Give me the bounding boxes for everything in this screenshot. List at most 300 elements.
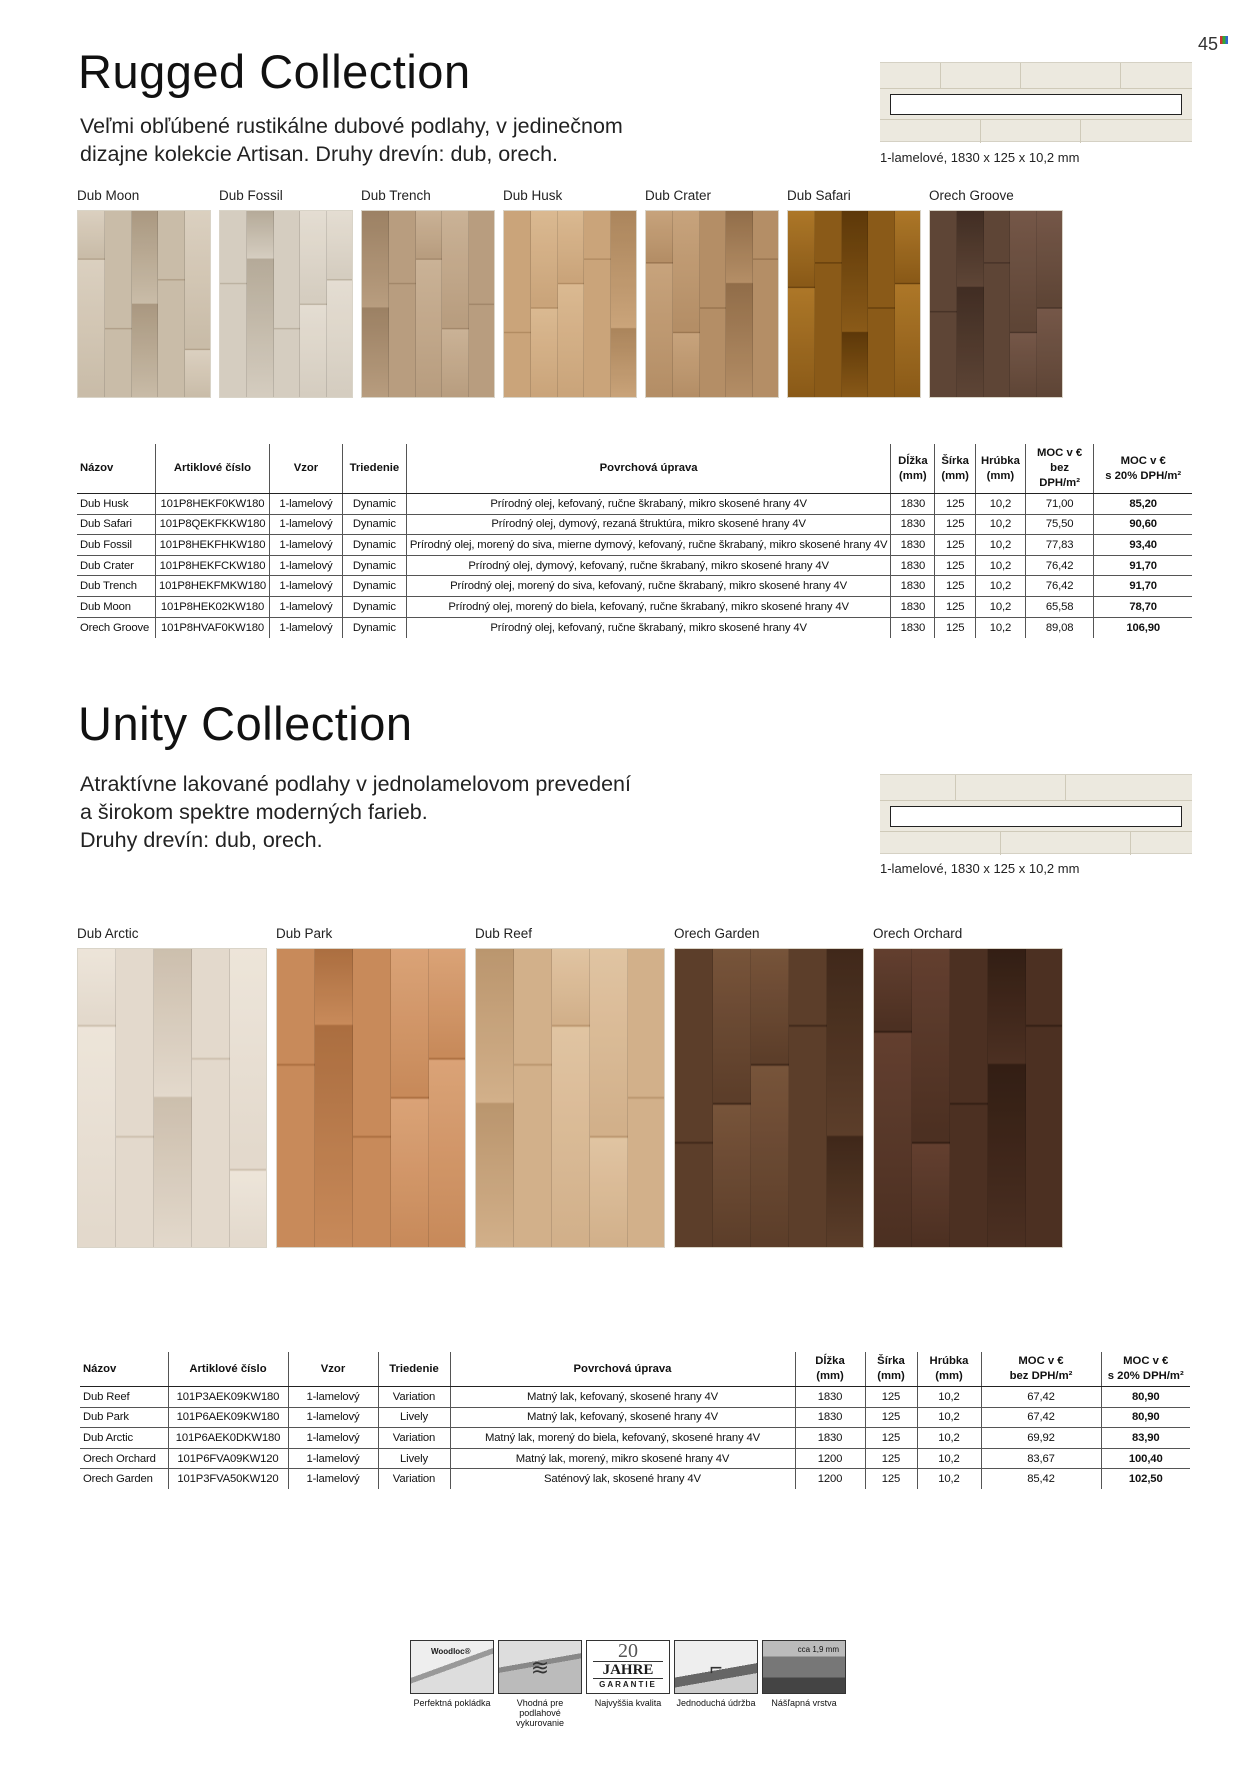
- column-header: [155, 444, 269, 494]
- table-cell: 1830: [891, 596, 935, 617]
- table-cell: 1-lamelový: [288, 1448, 378, 1469]
- swatch: [276, 926, 466, 1248]
- column-header: [1094, 444, 1192, 494]
- table-cell: 10,2: [917, 1428, 981, 1449]
- table-cell: 1-lamelový: [269, 494, 342, 515]
- plank-board: [700, 211, 727, 398]
- table-cell: 85,20: [1094, 494, 1192, 515]
- table-cell: Matný lak, kefovaný, skosené hrany 4V: [450, 1387, 795, 1408]
- table-cell: Lively: [378, 1407, 450, 1428]
- table-cell: 125: [865, 1387, 917, 1408]
- table-cell: 1-lamelový: [269, 555, 342, 576]
- column-header-text: Artiklové číslo: [173, 462, 252, 474]
- wood-sample-image: [787, 210, 921, 398]
- table-cell: 125: [935, 555, 976, 576]
- table-cell: Prírodný olej, dymový, rezaná štruktúra, mikro skosené hrany 4V: [406, 514, 891, 535]
- table-row: [77, 535, 1192, 556]
- plank-board: [192, 949, 230, 1248]
- column-header-unit: (mm): [941, 469, 969, 482]
- plank-board: [230, 949, 267, 1248]
- plank-board: [827, 949, 864, 1248]
- plank-board: [429, 949, 466, 1248]
- table-cell: 80,90: [1101, 1407, 1190, 1428]
- plank-board: [675, 949, 713, 1248]
- woodloc-icon: [410, 1640, 494, 1694]
- column-header-unit: s 20% DPH/m²: [1105, 469, 1182, 482]
- table-cell: Dub Crater: [77, 555, 155, 576]
- plank-board: [552, 949, 590, 1248]
- wood-sample-image: [873, 948, 1063, 1248]
- table-cell: 101P6AEK09KW180: [168, 1407, 288, 1428]
- plank-board: [713, 949, 751, 1248]
- table-row: [80, 1407, 1190, 1428]
- table-cell: 67,42: [981, 1387, 1101, 1408]
- feature-badge: [674, 1640, 758, 1708]
- column-header-text: MOC v €: [1036, 447, 1083, 459]
- table-cell: 1830: [891, 535, 935, 556]
- plank-board: [504, 211, 531, 398]
- table-cell: 10,2: [975, 596, 1025, 617]
- plank-board: [362, 211, 389, 398]
- table-row: [77, 555, 1192, 576]
- swatch: [503, 188, 637, 398]
- column-header-text: Povrchová úprava: [573, 1362, 672, 1375]
- badge-text: cca 1,9 mm: [797, 1645, 839, 1654]
- swatch: [219, 188, 353, 398]
- plank-board: [389, 211, 416, 398]
- swatch: [77, 188, 211, 398]
- table-cell: 101P3FVA50KW120: [168, 1469, 288, 1490]
- feature-badge-label: Perfektná pokládka: [413, 1698, 491, 1708]
- column-header: [917, 1352, 981, 1387]
- plank-board: [1037, 211, 1063, 398]
- column-header: [1025, 444, 1094, 494]
- table-cell: 1-lamelový: [269, 576, 342, 597]
- table-cell: 125: [935, 535, 976, 556]
- unity-spec-table: [80, 1352, 1190, 1489]
- plank-board: [842, 211, 869, 398]
- table-row: [80, 1448, 1190, 1469]
- plank-board: [105, 211, 132, 398]
- table-cell: Dub Safari: [77, 514, 155, 535]
- plank-board: [815, 211, 842, 398]
- plank-board: [315, 949, 353, 1248]
- plank-board: [78, 949, 116, 1248]
- column-header-text: Dĺžka: [815, 1355, 845, 1367]
- feature-badge-label: Jednoduchá údržba: [676, 1698, 756, 1708]
- table-cell: 125: [865, 1469, 917, 1490]
- table-cell: Dynamic: [342, 535, 406, 556]
- table-cell: Dub Arctic: [80, 1428, 168, 1449]
- plank-board: [116, 949, 154, 1248]
- badge-text: Woodloc®: [431, 1647, 471, 1656]
- table-cell: Lively: [378, 1448, 450, 1469]
- column-header-text: Šírka: [877, 1355, 905, 1367]
- table-cell: Prírodný olej, morený do siva, kefovaný, ručne škrabaný, mikro skosené hrany 4V: [406, 576, 891, 597]
- column-header-text: Názov: [80, 462, 114, 474]
- table-cell: 101P8QEKFKKW180: [155, 514, 269, 535]
- table-cell: 77,83: [1025, 535, 1094, 556]
- table-cell: 125: [935, 596, 976, 617]
- column-header-text: Vzor: [293, 462, 319, 474]
- table-cell: 65,58: [1025, 596, 1094, 617]
- plank-board: [1010, 211, 1037, 398]
- rugged-swatch-row: [77, 188, 1192, 423]
- table-cell: Dub Husk: [77, 494, 155, 515]
- plank-board: [874, 949, 912, 1248]
- table-cell: 101P8HEKFHKW180: [155, 535, 269, 556]
- unity-desc-line: Druhy drevín: dub, orech.: [80, 828, 323, 852]
- wood-sample-image: [674, 948, 864, 1248]
- plank-board: [789, 949, 827, 1248]
- column-header-unit: (mm): [899, 469, 927, 482]
- table-cell: 125: [935, 514, 976, 535]
- table-cell: 1-lamelový: [288, 1428, 378, 1449]
- table-cell: Dynamic: [342, 617, 406, 638]
- table-cell: 101P3AEK09KW180: [168, 1387, 288, 1408]
- table-cell: 67,42: [981, 1407, 1101, 1428]
- swatch: [873, 926, 1063, 1248]
- plank-board: [442, 211, 469, 398]
- plank-board: [416, 211, 443, 398]
- table-cell: 1830: [891, 514, 935, 535]
- feature-badges: [410, 1640, 850, 1750]
- unity-plank-diagram: [880, 774, 1192, 854]
- column-header-text: Názov: [83, 1362, 117, 1375]
- table-row: [77, 494, 1192, 515]
- badge-text: GARANTIE: [599, 1680, 657, 1689]
- plank-board: [646, 211, 673, 398]
- badge-text: 20: [618, 1640, 638, 1662]
- swatch-label: Dub Trench: [361, 188, 431, 203]
- unity-swatch-row: [77, 926, 1192, 1281]
- table-cell: Prírodný olej, morený do biela, kefovaný, ručne škrabaný, mikro skosené hrany 4V: [406, 596, 891, 617]
- table-row: [80, 1387, 1190, 1408]
- plank-board: [957, 211, 984, 398]
- plank-board: [930, 211, 957, 398]
- swatch-label: Dub Crater: [645, 188, 712, 203]
- table-cell: 1200: [795, 1469, 865, 1490]
- column-header: [891, 444, 935, 494]
- rugged-title: Rugged Collection: [78, 45, 471, 98]
- unity-description: [80, 770, 631, 854]
- table-cell: 1200: [795, 1448, 865, 1469]
- table-cell: 10,2: [975, 555, 1025, 576]
- table-cell: 83,90: [1101, 1428, 1190, 1449]
- swatch-label: Dub Park: [276, 926, 333, 941]
- plank-board: [1026, 949, 1063, 1248]
- table-cell: Variation: [378, 1387, 450, 1408]
- table-cell: 1830: [795, 1407, 865, 1428]
- plank-board: [590, 949, 628, 1248]
- plank-board: [220, 211, 247, 398]
- column-header-unit: bez DPH/m²: [1009, 1370, 1073, 1382]
- plank-board: [277, 949, 315, 1248]
- table-cell: 1830: [891, 576, 935, 597]
- swatch: [77, 926, 267, 1248]
- rugged-spec-table: [77, 444, 1192, 638]
- page-color-mark: [1220, 36, 1228, 44]
- wood-sample-image: [645, 210, 779, 398]
- table-cell: 1-lamelový: [288, 1407, 378, 1428]
- table-cell: 1830: [891, 494, 935, 515]
- column-header-text: Povrchová úprava: [599, 462, 698, 474]
- swatch-label: Dub Moon: [77, 188, 140, 203]
- wood-sample-image: [276, 948, 466, 1248]
- column-header: [975, 444, 1025, 494]
- table-cell: Dub Fossil: [77, 535, 155, 556]
- column-header: [80, 1352, 168, 1387]
- feature-badge: [498, 1640, 582, 1728]
- column-header-text: Hrúbka: [929, 1355, 969, 1367]
- column-header: [981, 1352, 1101, 1387]
- underfloor-heating-icon: [498, 1640, 582, 1694]
- table-cell: Variation: [378, 1428, 450, 1449]
- table-cell: Variation: [378, 1469, 450, 1490]
- plank-board: [950, 949, 988, 1248]
- table-cell: 1830: [795, 1428, 865, 1449]
- plank-board: [514, 949, 552, 1248]
- wood-sample-image: [77, 948, 267, 1248]
- table-cell: 101P8HEKFMKW180: [155, 576, 269, 597]
- table-cell: Dynamic: [342, 596, 406, 617]
- table-cell: Dynamic: [342, 494, 406, 515]
- table-cell: 90,60: [1094, 514, 1192, 535]
- column-header-text: MOC v €: [1123, 1355, 1169, 1367]
- table-cell: 76,42: [1025, 576, 1094, 597]
- table-cell: Dynamic: [342, 514, 406, 535]
- feature-badge: [762, 1640, 846, 1708]
- badge-text: JAHRE: [593, 1661, 663, 1679]
- table-cell: 106,90: [1094, 617, 1192, 638]
- table-row: [80, 1428, 1190, 1449]
- plank-board: [154, 949, 192, 1248]
- table-cell: Dub Reef: [80, 1387, 168, 1408]
- table-cell: 1-lamelový: [269, 514, 342, 535]
- swatch-label: Dub Reef: [475, 926, 533, 941]
- unity-title: Unity Collection: [78, 697, 413, 750]
- table-cell: 125: [865, 1428, 917, 1449]
- table-row: [80, 1469, 1190, 1490]
- plank-board: [132, 211, 159, 398]
- table-row: [77, 596, 1192, 617]
- feature-badge: [410, 1640, 494, 1708]
- column-header-unit: (mm): [877, 1370, 905, 1382]
- plank-board: [476, 949, 514, 1248]
- feature-badge-label: Nášľapná vrstva: [771, 1698, 837, 1708]
- plank-board: [158, 211, 185, 398]
- table-cell: 80,90: [1101, 1387, 1190, 1408]
- plank-board: [274, 211, 301, 398]
- table-cell: 100,40: [1101, 1448, 1190, 1469]
- table-cell: 125: [935, 617, 976, 638]
- table-cell: Orech Orchard: [80, 1448, 168, 1469]
- swatch-label: Dub Fossil: [219, 188, 283, 203]
- badge-glyph: ⌐: [709, 1655, 723, 1680]
- swatch-label: Dub Arctic: [77, 926, 139, 941]
- swatch: [787, 188, 921, 398]
- table-cell: 1-lamelový: [269, 617, 342, 638]
- wood-sample-image: [929, 210, 1063, 398]
- table-cell: Dynamic: [342, 576, 406, 597]
- plank-board: [391, 949, 429, 1248]
- unity-desc-line: Atraktívne lakované podlahy v jednolamelovom prevedení: [80, 772, 631, 796]
- column-header-unit: bez DPH/m²: [1039, 462, 1080, 489]
- column-header-unit: (mm): [986, 469, 1015, 482]
- column-header-unit: (mm): [935, 1370, 963, 1382]
- wood-sample-image: [77, 210, 211, 398]
- table-cell: Saténový lak, skosené hrany 4V: [450, 1469, 795, 1490]
- table-cell: 1-lamelový: [288, 1387, 378, 1408]
- column-header-unit: s 20% DPH/m²: [1107, 1370, 1184, 1382]
- column-header: [342, 444, 406, 494]
- swatch: [645, 188, 779, 398]
- table-cell: 93,40: [1094, 535, 1192, 556]
- table-cell: Orech Groove: [80, 621, 150, 634]
- plank-board: [751, 949, 789, 1248]
- warranty-icon: [586, 1640, 670, 1694]
- table-cell: 10,2: [917, 1448, 981, 1469]
- column-header: [406, 444, 891, 494]
- feature-badge-label: Najvyššia kvalita: [594, 1698, 662, 1708]
- table-cell: 76,42: [1025, 555, 1094, 576]
- table-cell: 101P8HEKFCKW180: [155, 555, 269, 576]
- table-row: [77, 514, 1192, 535]
- table-cell: 10,2: [975, 494, 1025, 515]
- rugged-description: [80, 112, 623, 168]
- plank-board: [185, 211, 211, 398]
- swatch: [674, 926, 864, 1248]
- table-cell: Dub Park: [80, 1407, 168, 1428]
- table-cell: 85,42: [981, 1469, 1101, 1490]
- column-header-text: Vzor: [320, 1362, 346, 1375]
- table-cell: 83,67: [981, 1448, 1101, 1469]
- column-header: [865, 1352, 917, 1387]
- swatch: [929, 188, 1063, 398]
- table-cell: 89,08: [1025, 617, 1094, 638]
- plank-board: [868, 211, 895, 398]
- table-cell: 1830: [891, 617, 935, 638]
- unity-plank-caption: 1-lamelové, 1830 x 125 x 10,2 mm: [880, 861, 1080, 876]
- plank-board: [753, 211, 779, 398]
- table-cell: 1830: [891, 555, 935, 576]
- column-header-text: Hrúbka: [980, 454, 1020, 467]
- table-cell: 1-lamelový: [269, 596, 342, 617]
- table-cell: Prírodný olej, kefovaný, ručne škrabaný, mikro skosené hrany 4V: [406, 617, 891, 638]
- plank-board: [353, 949, 391, 1248]
- feature-badge: [586, 1640, 670, 1708]
- column-header-text: Šírka: [941, 454, 969, 467]
- column-header-text: Triedenie: [349, 462, 400, 474]
- table-cell: 10,2: [917, 1407, 981, 1428]
- table-cell: 10,2: [975, 617, 1025, 638]
- wood-sample-image: [503, 210, 637, 398]
- table-cell: 101P8HEKF0KW180: [155, 494, 269, 515]
- table-cell: 125: [935, 494, 976, 515]
- table-cell: Prírodný olej, kefovaný, ručne škrabaný, mikro skosené hrany 4V: [406, 494, 891, 515]
- column-header: [168, 1352, 288, 1387]
- column-header-text: Triedenie: [389, 1362, 439, 1375]
- column-header: [935, 444, 976, 494]
- table-cell: 71,00: [1025, 494, 1094, 515]
- table-cell: 1-lamelový: [288, 1469, 378, 1490]
- badge-glyph: ≋: [530, 1655, 550, 1680]
- table-cell: 10,2: [975, 576, 1025, 597]
- table-cell: 125: [935, 576, 976, 597]
- table-cell: Matný lak, kefovaný, skosené hrany 4V: [450, 1407, 795, 1428]
- column-header-text: Artiklové číslo: [189, 1362, 267, 1375]
- plank-board: [558, 211, 585, 398]
- plank-board: [78, 211, 105, 398]
- column-header-text: MOC v €: [1018, 1355, 1064, 1367]
- table-cell: Dub Moon: [77, 596, 155, 617]
- table-cell: 75,50: [1025, 514, 1094, 535]
- table-cell: 10,2: [975, 535, 1025, 556]
- swatch: [475, 926, 665, 1248]
- column-header: [378, 1352, 450, 1387]
- table-cell: 10,2: [975, 514, 1025, 535]
- rugged-plank-diagram: [880, 62, 1192, 142]
- table-cell: 78,70: [1094, 596, 1192, 617]
- page-number: 45: [1197, 34, 1218, 54]
- table-cell: 1830: [795, 1387, 865, 1408]
- column-header: [795, 1352, 865, 1387]
- table-cell: 91,70: [1094, 555, 1192, 576]
- column-header: [288, 1352, 378, 1387]
- plank-board: [984, 211, 1011, 398]
- table-cell: Orech Garden: [83, 1473, 153, 1486]
- table-row: [77, 576, 1192, 597]
- swatch-label: Dub Safari: [787, 188, 851, 203]
- rugged-desc-line: Veľmi obľúbené rustikálne dubové podlahy, v jedinečnom: [80, 114, 623, 138]
- table-cell: Matný lak, morený, mikro skosené hrany 4V: [450, 1448, 795, 1469]
- table-cell: 101P6FVA09KW120: [168, 1448, 288, 1469]
- table-header-row: [80, 1352, 1190, 1387]
- column-header-text: MOC v €: [1120, 454, 1166, 467]
- rugged-plank-caption: 1-lamelové, 1830 x 125 x 10,2 mm: [880, 150, 1080, 165]
- table-cell: 10,2: [917, 1469, 981, 1490]
- plank-board: [300, 211, 327, 398]
- column-header-unit: (mm): [816, 1370, 844, 1382]
- wood-sample-image: [475, 948, 665, 1248]
- swatch-label: Orech Garden: [674, 926, 760, 941]
- table-cell: 125: [865, 1448, 917, 1469]
- table-cell: Prírodný olej, morený do siva, mierne dymový, kefovaný, ručne škrabaný, mikro skosené hrany 4V: [406, 535, 891, 556]
- table-cell: 101P8HVAF0KW180: [155, 617, 269, 638]
- plank-board: [584, 211, 611, 398]
- unity-desc-line: a širokom spektre moderných farieb.: [80, 800, 428, 824]
- feature-badge-label: Vhodná pre podlahové vykurovanie: [515, 1698, 565, 1728]
- table-cell: 125: [865, 1407, 917, 1428]
- column-header-text: Dĺžka: [898, 454, 928, 467]
- table-cell: 1-lamelový: [269, 535, 342, 556]
- plank-board: [469, 211, 495, 398]
- swatch: [361, 188, 495, 398]
- column-header: [269, 444, 342, 494]
- swatch-label: Orech Orchard: [873, 926, 963, 941]
- plank-board: [327, 211, 353, 398]
- plank-board: [988, 949, 1026, 1248]
- table-cell: 101P8HEK02KW180: [155, 596, 269, 617]
- table-cell: 10,2: [917, 1387, 981, 1408]
- table-cell: 102,50: [1101, 1469, 1190, 1490]
- table-cell: 91,70: [1094, 576, 1192, 597]
- plank-board: [247, 211, 274, 398]
- plank-board: [531, 211, 558, 398]
- plank-board: [673, 211, 700, 398]
- plank-board: [895, 211, 921, 398]
- plank-board: [611, 211, 637, 398]
